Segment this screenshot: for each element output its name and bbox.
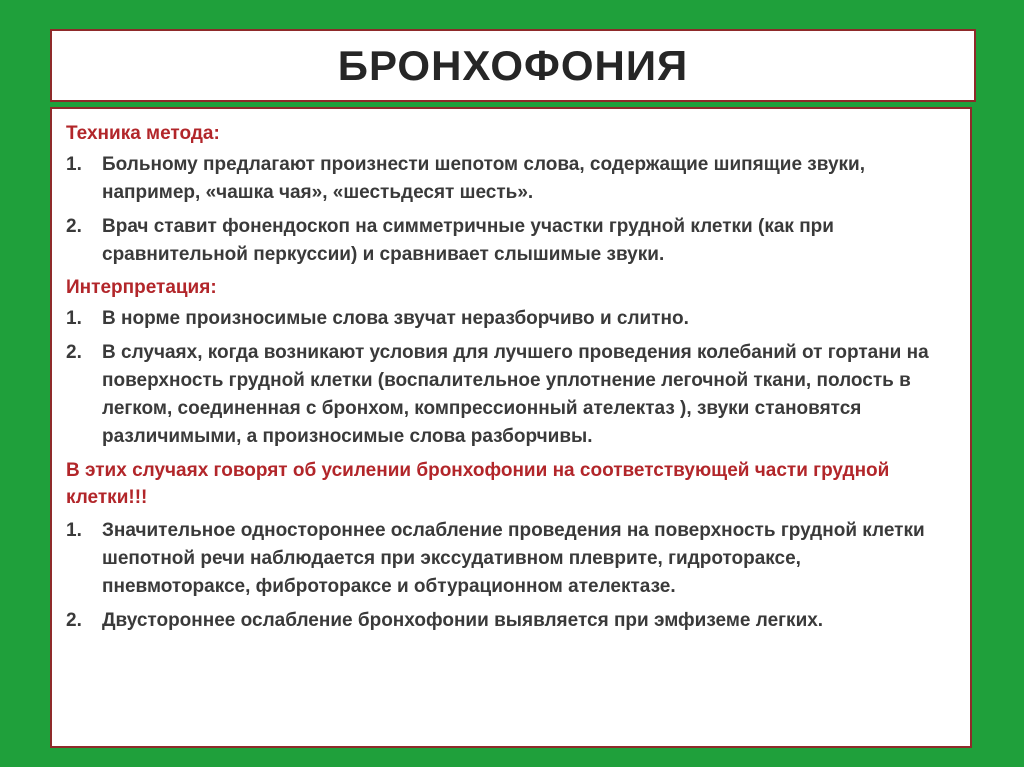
item-number: 1. [66, 520, 82, 541]
item-text: В случаях, когда возникают условия для лучшего проведения колебаний от гортани на поверхность грудной клетки (воспалительное уплотнение легочной ткани, полость в легком, соединенная с бронхом, компрессионный ателектаз ), звуки становятся различимыми, а произносимые слова разборчивы. [102, 342, 929, 447]
content-box [50, 107, 972, 748]
list-item [66, 151, 956, 207]
list-item [66, 213, 956, 269]
item-number: 1. [66, 308, 82, 329]
item-number: 1. [66, 154, 82, 175]
technique-list [66, 151, 956, 269]
item-number: 2. [66, 342, 82, 363]
list-item [66, 517, 956, 601]
item-text: Врач ставит фонендоскоп на симметричные участки грудной клетки (как при сравнительной перкуссии) и сравнивает слышимые звуки. [102, 216, 834, 265]
item-text: Двустороннее ослабление бронхофонии выявляется при эмфиземе легких. [102, 610, 824, 631]
title-box [50, 29, 976, 102]
item-text: Больному предлагают произнести шепотом слова, содержащие шипящие звуки, например, «чашка чая», «шестьдесят шесть». [102, 154, 865, 203]
weakening-list [66, 517, 956, 635]
interpretation-list [66, 305, 956, 451]
highlight-note: В этих случаях говорят об усилении бронхофонии на соответствующей части грудной клетки!!! [66, 460, 890, 508]
list-item [66, 305, 956, 333]
item-number: 2. [66, 610, 82, 631]
interpretation-heading: Интерпретация: [66, 277, 217, 298]
list-item [66, 339, 956, 451]
technique-heading: Техника метода: [66, 123, 220, 144]
slide-title: БРОНХОФОНИЯ [337, 41, 689, 89]
item-text: В норме произносимые слова звучат неразборчиво и слитно. [102, 308, 689, 329]
item-text: Значительное одностороннее ослабление проведения на поверхность грудной клетки шепотной речи наблюдается при экссудативном плеврите, гидротораксе, пневмотораксе, фиброторaксе и обтурационном ателектазе. [102, 520, 925, 597]
item-number: 2. [66, 216, 82, 237]
list-item [66, 607, 956, 635]
